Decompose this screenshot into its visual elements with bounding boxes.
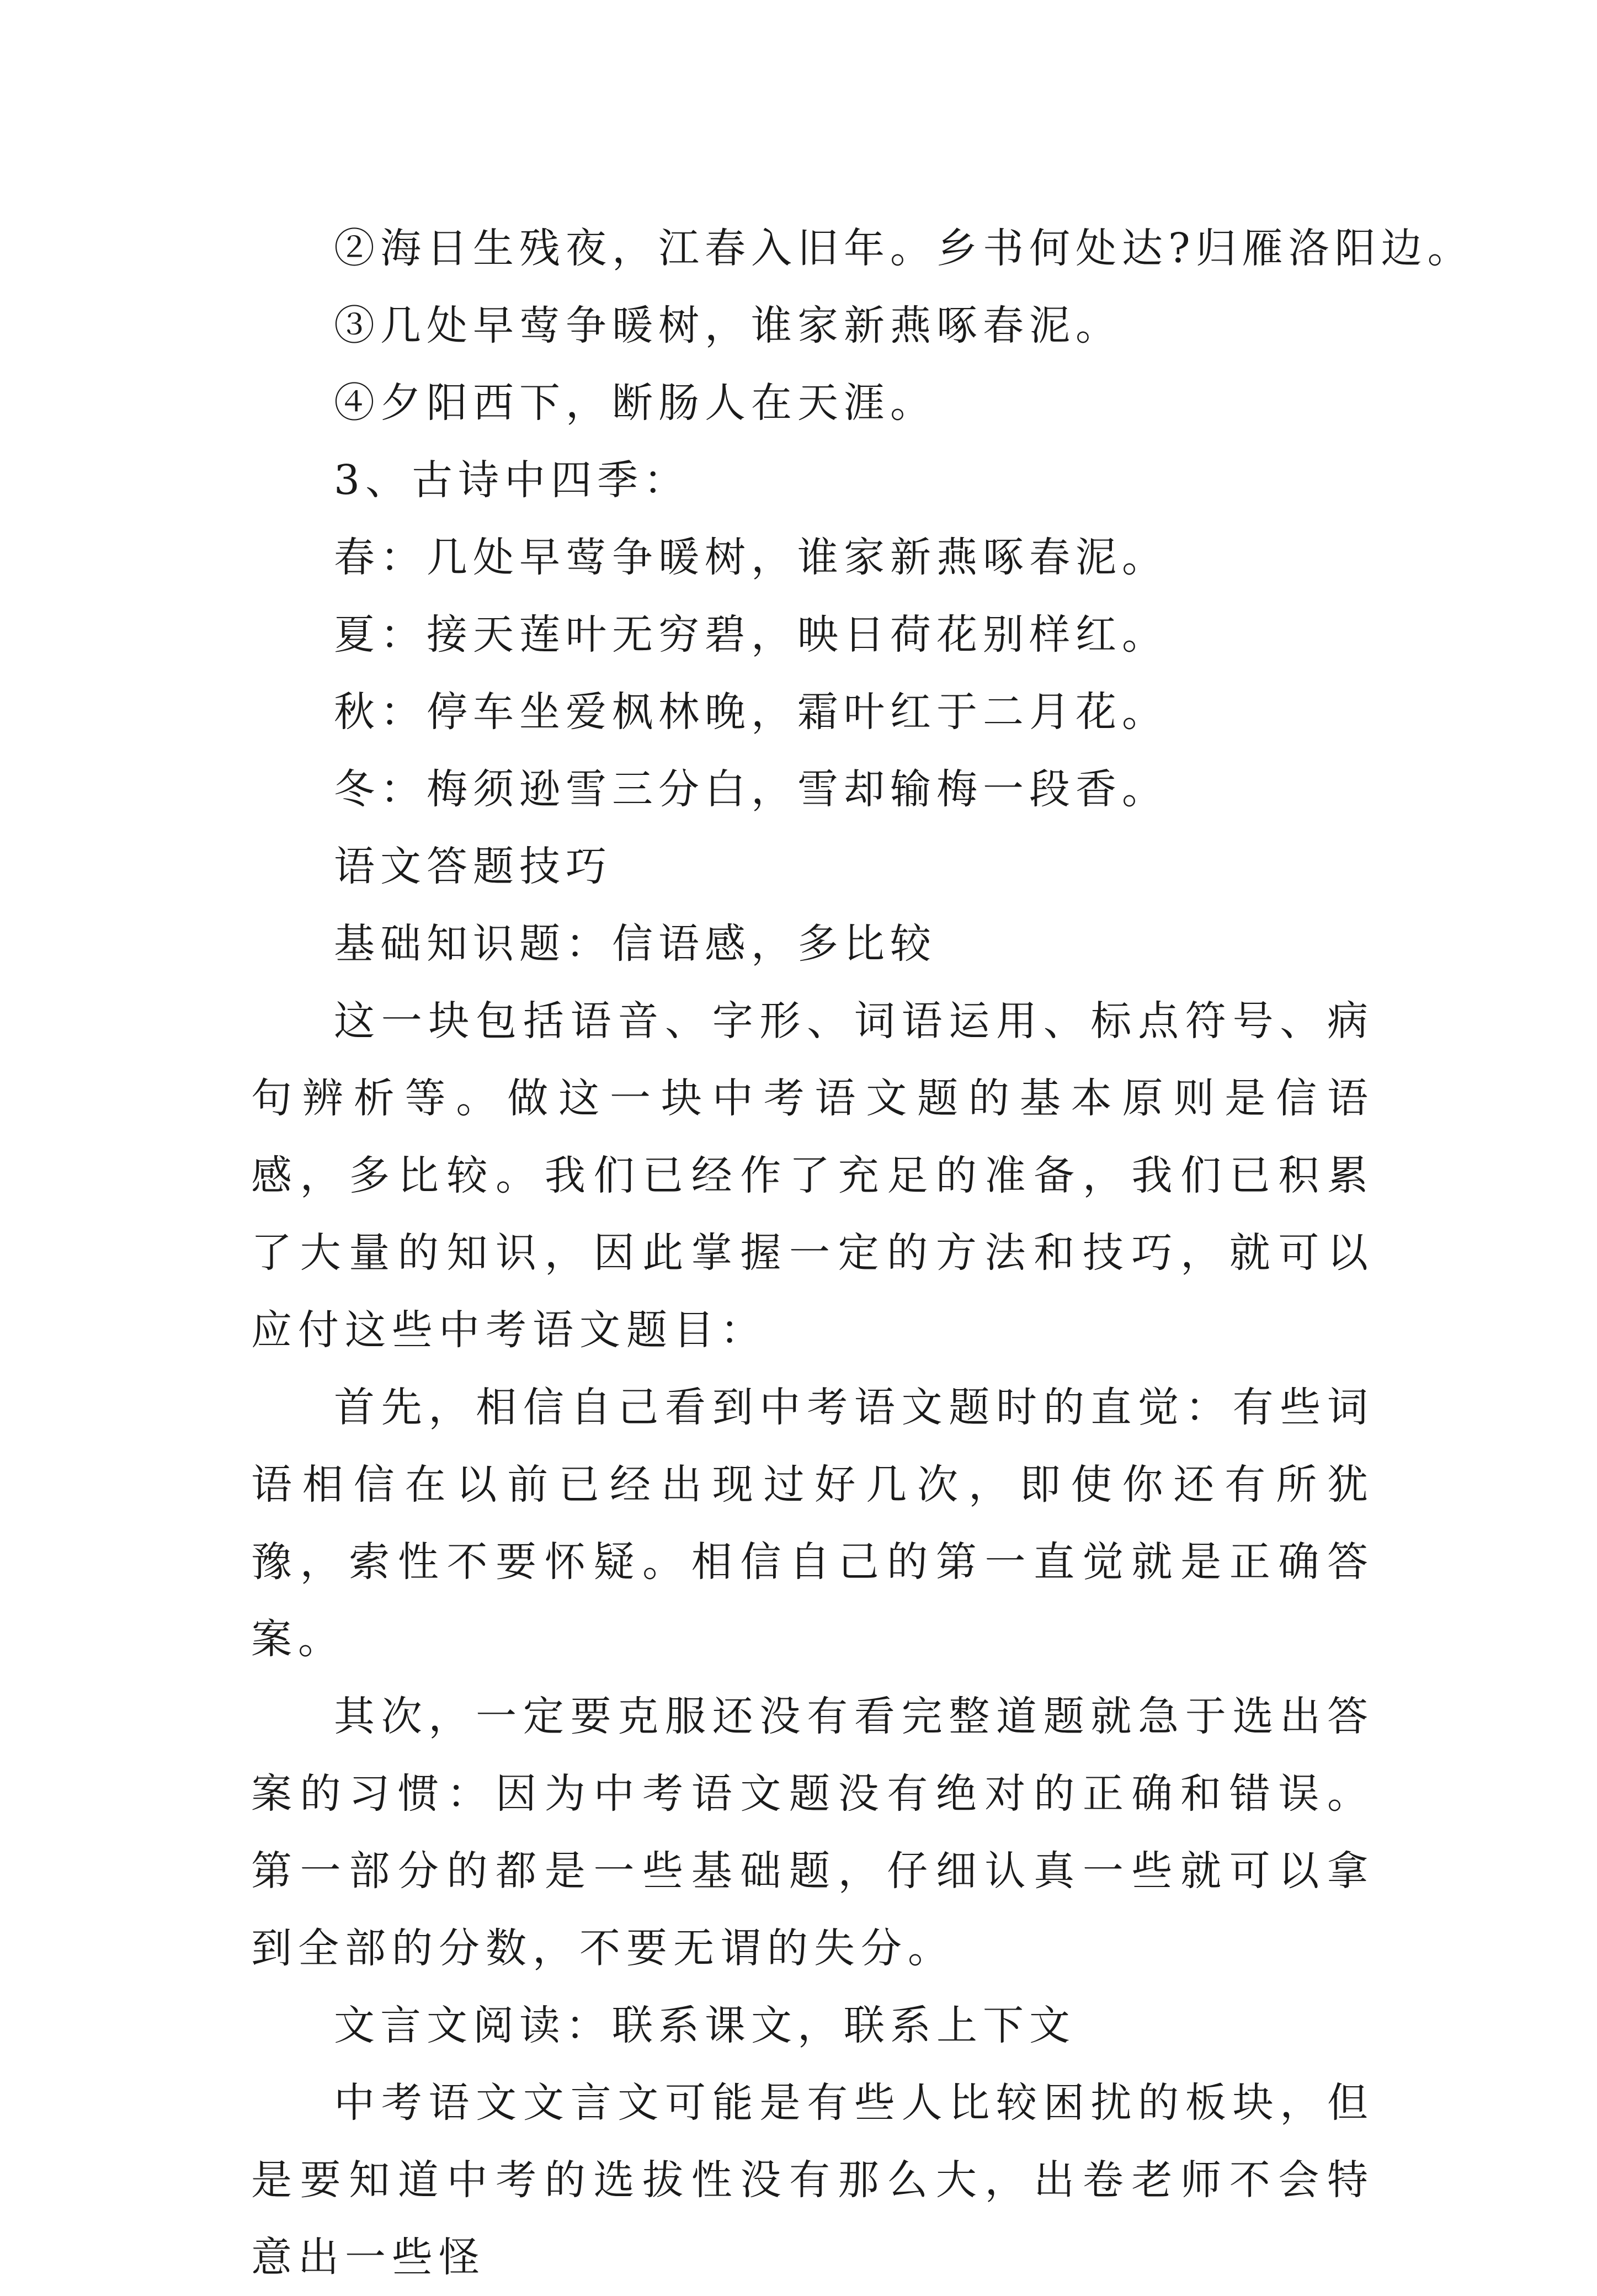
section-title-answer-tips: 语文答题技巧	[334, 843, 612, 890]
subheading-basic-knowledge: 基础知识题：信语感，多比较	[334, 920, 936, 968]
season-spring: 春：几处早莺争暖树，谁家新燕啄春泥。	[334, 534, 1168, 581]
section-heading-four-seasons: 3、古诗中四季：	[334, 456, 690, 504]
paragraph-basic-knowledge: 这一块包括语音、字形、词语运用、标点符号、病句辨析等。做这一块中考语文题的基本原则是信语感，多比较。我们已经作了充足的准备，我们已积累了大量的知识，因此掌握一定的方法和技巧，就可以应付这些中考语文题目：	[251, 997, 1374, 1354]
poem-line-4: ④夕阳西下，断肠人在天涯。	[334, 379, 936, 427]
paragraph-first-intuition: 首先，相信自己看到中考语文题时的直觉：有些词语相信在以前已经出现过好几次，即使你还有所犹豫，索性不要怀疑。相信自己的第一直觉就是正确答案。	[251, 1384, 1374, 1663]
paragraph-read-whole-question: 其次，一定要克服还没有看完整道题就急于选出答案的习惯：因为中考语文题没有绝对的正确和错误。第一部分的都是一些基础题，仔细认真一些就可以拿到全部的分数，不要无谓的失分。	[251, 1693, 1374, 1972]
season-summer: 夏：接天莲叶无穷碧，映日荷花别样红。	[334, 611, 1168, 658]
paragraph-classical-chinese: 中考语文文言文可能是有些人比较困扰的板块，但是要知道中考的选拔性没有那么大，出卷老师不会特意出一些怪	[251, 2079, 1374, 2281]
season-autumn: 秋：停车坐爱枫林晚，霜叶红于二月花。	[334, 688, 1168, 736]
document-body	[251, 210, 1474, 2296]
poem-line-3: ③几处早莺争暖树，谁家新燕啄春泥。	[334, 302, 1122, 349]
poem-line-2: ②海日生残夜，江春入旧年。乡书何处达?归雁洛阳边。	[334, 225, 1474, 272]
subheading-classical-reading: 文言文阅读：联系课文，联系上下文	[334, 2002, 1076, 2049]
season-winter: 冬：梅须逊雪三分白，雪却输梅一段香。	[334, 766, 1168, 813]
